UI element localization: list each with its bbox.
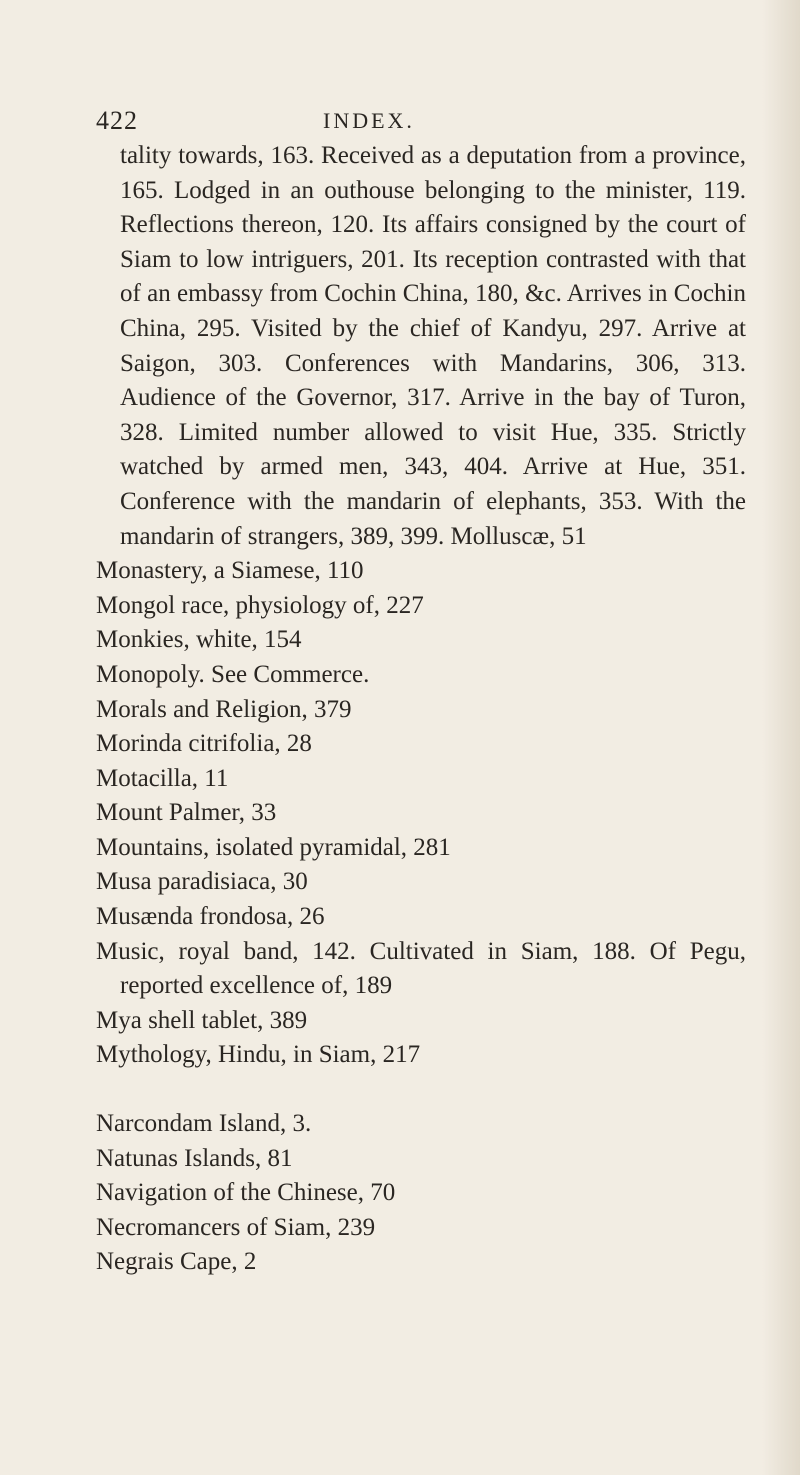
running-head: INDEX. [323, 108, 415, 133]
index-entry-musaenda: Musænda frondosa, 26 [96, 903, 325, 931]
index-entry-mythology: Mythology, Hindu, in Siam, 217 [96, 1041, 421, 1069]
index-entry-music: Music, royal band, 142. Cultivated in Siam, 188. Of Pegu, reported excellence of, 189 [96, 937, 746, 1000]
index-entry-mount-palmer: Mount Palmer, 33 [96, 799, 277, 827]
index-entry-motacilla: Motacilla, 11 [96, 764, 229, 792]
index-entry-mountains: Mountains, isolated pyramidal, 281 [96, 833, 451, 861]
index-entry-necromancers: Necromancers of Siam, 239 [96, 1213, 376, 1241]
index-entry-navigation: Navigation of the Chinese, 70 [96, 1179, 396, 1207]
section-gap [96, 1073, 746, 1107]
page-number: 422 [96, 106, 138, 135]
index-entry-musa: Musa paradisiaca, 30 [96, 868, 308, 896]
index-entry-natunas: Natunas Islands, 81 [96, 1144, 293, 1172]
index-entry-negrais: Negrais Cape, 2 [96, 1248, 257, 1276]
continued-entry: tality towards, 163. Received as a deputation from a province, 165. Lodged in an outhouse belonging to the minister, 119. Reflections thereon, 120. Its affairs consigned by the court of Siam to low intriguers, 201. Its reception contrasted with that of an embassy from Cochin China, 180, &c. Arrives in Cochin China, 295. Visited by the chief of Kandyu, 297. Arrive at Saigon, 303. Conferences with Mandarins, 306, 313. Audience of the Governor, 317. Arrive in the bay of Turon, 328. Limited number allowed to visit Hue, 335. Strictly watched by armed men, 343, 404. Arrive at Hue, 351. Conference with the mandarin of elephants, 353. With the mandarin of strangers, 389, 399. Molluscæ, 51 [120, 142, 746, 550]
index-entry-narcondam: Narcondam Island, 3. [96, 1110, 312, 1138]
index-entry-monastery: Monastery, a Siamese, 110 [96, 557, 364, 585]
index-body [96, 139, 746, 1280]
page-edge-shadow [762, 0, 800, 1475]
index-entry-mya-shell: Mya shell tablet, 389 [96, 1006, 308, 1034]
index-entry-mongol-race: Mongol race, physiology of, 227 [96, 591, 424, 619]
index-entry-morals: Morals and Religion, 379 [96, 695, 352, 723]
index-entry-monopoly: Monopoly. See Commerce. [96, 660, 370, 688]
index-entry-morinda: Morinda citrifolia, 28 [96, 730, 312, 758]
index-entry-monkies: Monkies, white, 154 [96, 626, 302, 654]
